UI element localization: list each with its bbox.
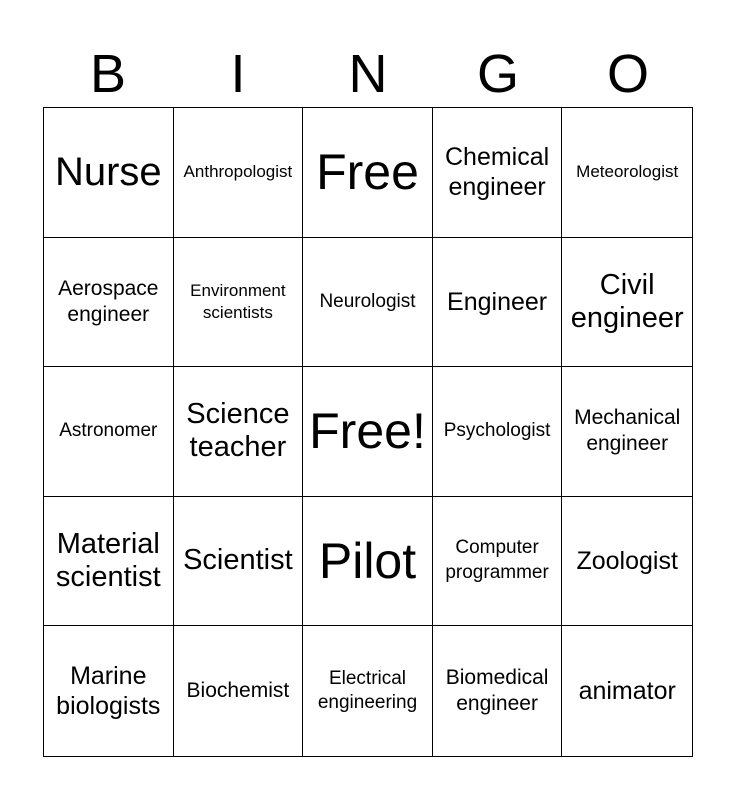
bingo-cell[interactable] xyxy=(562,238,692,368)
bingo-cell[interactable] xyxy=(433,626,563,756)
cell-label: Zoologist xyxy=(576,547,678,576)
cell-label: Scientist xyxy=(183,544,293,577)
bingo-cell[interactable] xyxy=(562,497,692,627)
bingo-cell[interactable] xyxy=(174,367,304,497)
bingo-cell[interactable] xyxy=(44,497,174,627)
bingo-grid xyxy=(43,107,693,757)
bingo-cell[interactable] xyxy=(174,238,304,368)
bingo-cell[interactable] xyxy=(174,497,304,627)
cell-label: Neurologist xyxy=(319,290,416,312)
bingo-cell[interactable] xyxy=(562,367,692,497)
cell-label: Environment scientists xyxy=(190,280,286,322)
bingo-cell-free[interactable] xyxy=(303,367,433,497)
bingo-header xyxy=(43,42,693,106)
cell-label: Free! xyxy=(309,403,426,460)
bingo-cell[interactable] xyxy=(44,108,174,238)
cell-label: Chemical engineer xyxy=(444,143,550,202)
cell-label: Astronomer xyxy=(59,420,158,442)
cell-label: Marine biologists xyxy=(56,662,161,721)
cell-label: Nurse xyxy=(54,150,162,195)
cell-label: Electrical engineering xyxy=(317,667,418,714)
cell-label: Mechanical engineer xyxy=(574,406,681,456)
bingo-cell[interactable] xyxy=(562,626,692,756)
cell-label: Material scientist xyxy=(55,527,161,594)
header-letter-g: G xyxy=(476,44,519,104)
cell-label: Civil engineer xyxy=(570,268,684,334)
cell-label: Aerospace engineer xyxy=(58,276,159,326)
cell-label: Psychologist xyxy=(443,420,551,442)
bingo-cell[interactable] xyxy=(562,108,692,238)
cell-label: Pilot xyxy=(318,532,417,589)
cell-label: Meteorologist xyxy=(576,162,679,182)
bingo-cell[interactable] xyxy=(433,108,563,238)
cell-label: Science teacher xyxy=(186,398,290,464)
bingo-cell[interactable] xyxy=(433,497,563,627)
bingo-cell[interactable] xyxy=(303,626,433,756)
header-letter-i: I xyxy=(230,44,246,104)
bingo-cell[interactable] xyxy=(44,238,174,368)
bingo-cell[interactable] xyxy=(433,238,563,368)
bingo-cell[interactable] xyxy=(174,108,304,238)
bingo-cell[interactable] xyxy=(174,626,304,756)
bingo-cell[interactable] xyxy=(433,367,563,497)
header-letter-b: B xyxy=(89,44,127,104)
cell-label: Computer programmer xyxy=(445,537,549,584)
bingo-cell[interactable] xyxy=(303,497,433,627)
cell-label: Free xyxy=(316,144,419,201)
cell-label: animator xyxy=(578,677,676,706)
bingo-cell[interactable] xyxy=(44,626,174,756)
cell-label: Anthropologist xyxy=(183,162,293,182)
cell-label: Biochemist xyxy=(186,679,290,703)
bingo-cell[interactable] xyxy=(303,238,433,368)
cell-label: Biomedical engineer xyxy=(445,665,549,716)
cell-label: Engineer xyxy=(447,287,548,316)
bingo-cell[interactable] xyxy=(44,367,174,497)
header-letter-o: O xyxy=(606,44,649,104)
header-letter-n: N xyxy=(348,44,388,104)
bingo-cell-free[interactable] xyxy=(303,108,433,238)
